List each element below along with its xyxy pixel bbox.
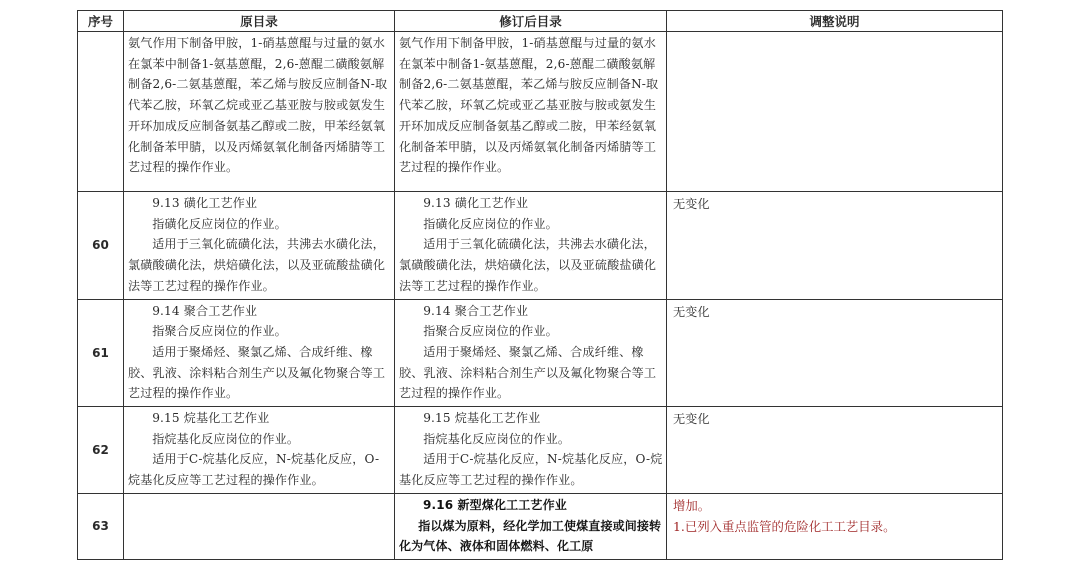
row-seq: 61 bbox=[78, 299, 124, 407]
section-scope: 适用于C-烷基化反应，N-烷基化反应，O-烷基化反应等工艺过程的操作作业。 bbox=[128, 452, 380, 488]
row-seq bbox=[78, 32, 124, 192]
row-notes bbox=[667, 299, 1003, 407]
section-title: 9.15 烷基化工艺作业 bbox=[152, 411, 270, 426]
row-notes bbox=[667, 407, 1003, 494]
table-row bbox=[78, 192, 1003, 300]
header-seq: 序号 bbox=[78, 11, 124, 32]
row-notes bbox=[667, 32, 1003, 192]
notes-text: 无变化 bbox=[673, 304, 710, 319]
header-revised: 修订后目录 bbox=[395, 11, 667, 32]
row-revised bbox=[395, 299, 667, 407]
section-scope: 适用于聚烯烃、聚氯乙烯、合成纤维、橡胶、乳液、涂料粘合剂生产以及氟化物聚合等工艺过程的操作作业。 bbox=[399, 344, 657, 401]
original-text: 氨气作用下制备甲胺，1-硝基蒽醌与过量的氨水在氯苯中制备1-氨基蒽醌，2,6-蒽醌二磺酸氨解制备2,6-二氨基蒽醌，苯乙烯与胺反应制备N-取代苯乙胺，环氧乙烷或亚乙基亚胺与胺或氨发生开环加成反应制备氨基乙醇或二胺，甲苯经氨氧化制备苯甲腈，以及丙烯氨氧化制备丙烯腈等工艺过程的操作作业。 bbox=[128, 36, 388, 175]
section-title: 9.13 磺化工艺作业 bbox=[152, 196, 258, 210]
row-seq: 60 bbox=[78, 192, 124, 300]
section-title: 9.16 新型煤化工工艺作业 bbox=[423, 497, 567, 512]
section-title: 9.14 聚合工艺作业 bbox=[152, 303, 258, 318]
notes-line: 1.已列入重点监管的危险化工工艺目录。 bbox=[673, 518, 896, 534]
section-definition: 指聚合反应岗位的作业。 bbox=[423, 324, 558, 339]
table-header-row bbox=[78, 11, 1003, 32]
row-original bbox=[124, 299, 395, 407]
section-definition: 指聚合反应岗位的作业。 bbox=[152, 324, 287, 339]
row-seq: 63 bbox=[78, 493, 124, 559]
notes-text bbox=[667, 32, 1002, 36]
notes-text: 无变化 bbox=[673, 412, 710, 427]
section-title: 9.14 聚合工艺作业 bbox=[423, 303, 529, 318]
row-original bbox=[124, 32, 395, 192]
section-definition: 指以煤为原料，经化学加工使煤直接或间接转化为气体、液体和固体燃料、化工原 bbox=[399, 518, 662, 554]
row-original bbox=[124, 493, 395, 559]
row-revised bbox=[395, 493, 667, 559]
row-revised bbox=[395, 192, 667, 300]
row-original bbox=[124, 407, 395, 494]
catalog-comparison-table bbox=[77, 10, 1003, 560]
section-title: 9.15 烷基化工艺作业 bbox=[423, 411, 541, 426]
table-row bbox=[78, 299, 1003, 407]
table-row bbox=[78, 493, 1003, 559]
row-revised bbox=[395, 32, 667, 192]
row-seq: 62 bbox=[78, 407, 124, 494]
row-original bbox=[124, 192, 395, 300]
row-revised bbox=[395, 407, 667, 494]
section-scope: 适用于三氧化硫磺化法，共沸去水磺化法，氯磺酸磺化法，烘焙磺化法，以及亚硫酸盐磺化法等工艺过程的操作作业。 bbox=[128, 237, 386, 293]
notes-text: 无变化 bbox=[673, 197, 710, 211]
row-notes bbox=[667, 493, 1003, 559]
row-notes bbox=[667, 192, 1003, 300]
section-definition: 指磺化反应岗位的作业。 bbox=[423, 216, 558, 231]
section-definition: 指烷基化反应岗位的作业。 bbox=[423, 431, 571, 446]
revised-text: 氨气作用下制备甲胺，1-硝基蒽醌与过量的氨水在氯苯中制备1-氨基蒽醌，2,6-蒽醌二磺酸氨解制备2,6-二氨基蒽醌，苯乙烯与胺反应制备N-取代苯乙胺，环氧乙烷或亚乙基亚胺与胺或氨发生开环加成反应制备氨基乙醇或二胺，甲苯经氨氧化制备苯甲腈，以及丙烯氨氧化制备丙烯腈等工艺过程的操作作业。 bbox=[399, 36, 659, 175]
header-notes: 调整说明 bbox=[667, 11, 1003, 32]
section-scope: 适用于C-烷基化反应，N-烷基化反应，O-烷基化反应等工艺过程的操作作业。 bbox=[399, 452, 663, 488]
section-title: 9.13 磺化工艺作业 bbox=[423, 196, 529, 210]
header-original: 原目录 bbox=[124, 11, 395, 32]
table-row bbox=[78, 32, 1003, 192]
section-scope: 适用于三氧化硫磺化法，共沸去水磺化法，氯磺酸磺化法，烘焙磺化法，以及亚硫酸盐磺化法等工艺过程的操作作业。 bbox=[399, 237, 657, 293]
section-definition: 指烷基化反应岗位的作业。 bbox=[152, 431, 300, 446]
section-definition: 指磺化反应岗位的作业。 bbox=[152, 216, 287, 231]
notes-line: 增加。 bbox=[673, 497, 711, 513]
table-row bbox=[78, 407, 1003, 494]
section-scope: 适用于聚烯烃、聚氯乙烯、合成纤维、橡胶、乳液、涂料粘合剂生产以及氟化物聚合等工艺过程的操作作业。 bbox=[128, 344, 386, 401]
